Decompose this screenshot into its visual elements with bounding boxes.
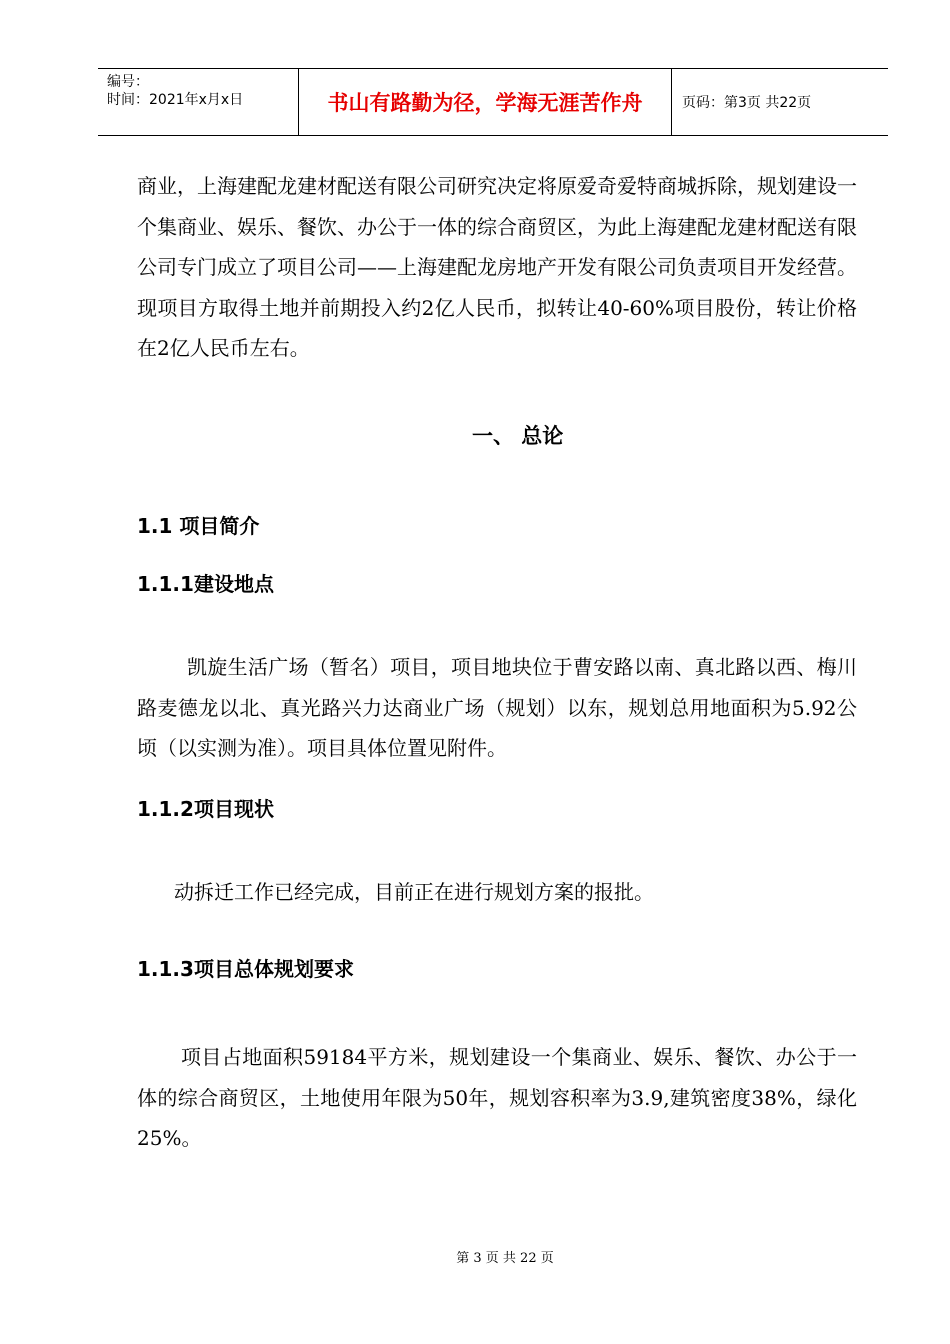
page-header [98,68,888,136]
chapter-title: 一、 总论 [472,424,564,448]
section-1-1-heading: 1.1 项目简介 [137,514,260,538]
header-motto: 书山有路勤为径，学海无涯苦作舟 [299,69,672,135]
section-1-1-3-heading: 1.1.3项目总体规划要求 [137,957,354,981]
paragraph-1-1-3: 项目占地面积59184平方米，规划建设一个集商业、娱乐、餐饮、办公于一体的综合商贸区，土地使用年限为50年，规划容积率为3.9,建筑密度38%，绿化25%。 [137,1045,857,1150]
header-meta [98,69,299,135]
paragraph-1-1-1: 凯旋生活广场（暂名）项目，项目地块位于曹安路以南、真北路以西、梅川路麦德龙以北、真光路兴力达商业广场（规划）以东，规划总用地面积为5.92公顷（以实测为准）。项目具体位置见附件。 [137,655,857,760]
section-1-1-1-heading: 1.1.1建设地点 [137,572,274,596]
intro-paragraph: 商业，上海建配龙建材配送有限公司研究决定将原爱奇爱特商城拆除，规划建设一个集商业、娱乐、餐饮、办公于一体的综合商贸区，为此上海建配龙建材配送有限公司专门成立了项目公司——上海建配龙房地产开发有限公司负责项目开发经营。现项目方取得土地并前期投入约2亿人民币，拟转让40-60%项目股份，转让价格在2亿人民币左右。 [137,174,857,360]
header-page-info: 页码：第3页 共22页 [682,95,812,111]
paragraph-1-1-2: 动拆迁工作已经完成，目前正在进行规划方案的报批。 [174,880,654,904]
section-1-1-2-heading: 1.1.2项目现状 [137,797,274,821]
time-label: 时间：2021年x月x日 [107,92,244,108]
serial-label: 编号： [107,74,149,90]
page-footer: 第 3 页 共 22 页 [456,1251,554,1266]
